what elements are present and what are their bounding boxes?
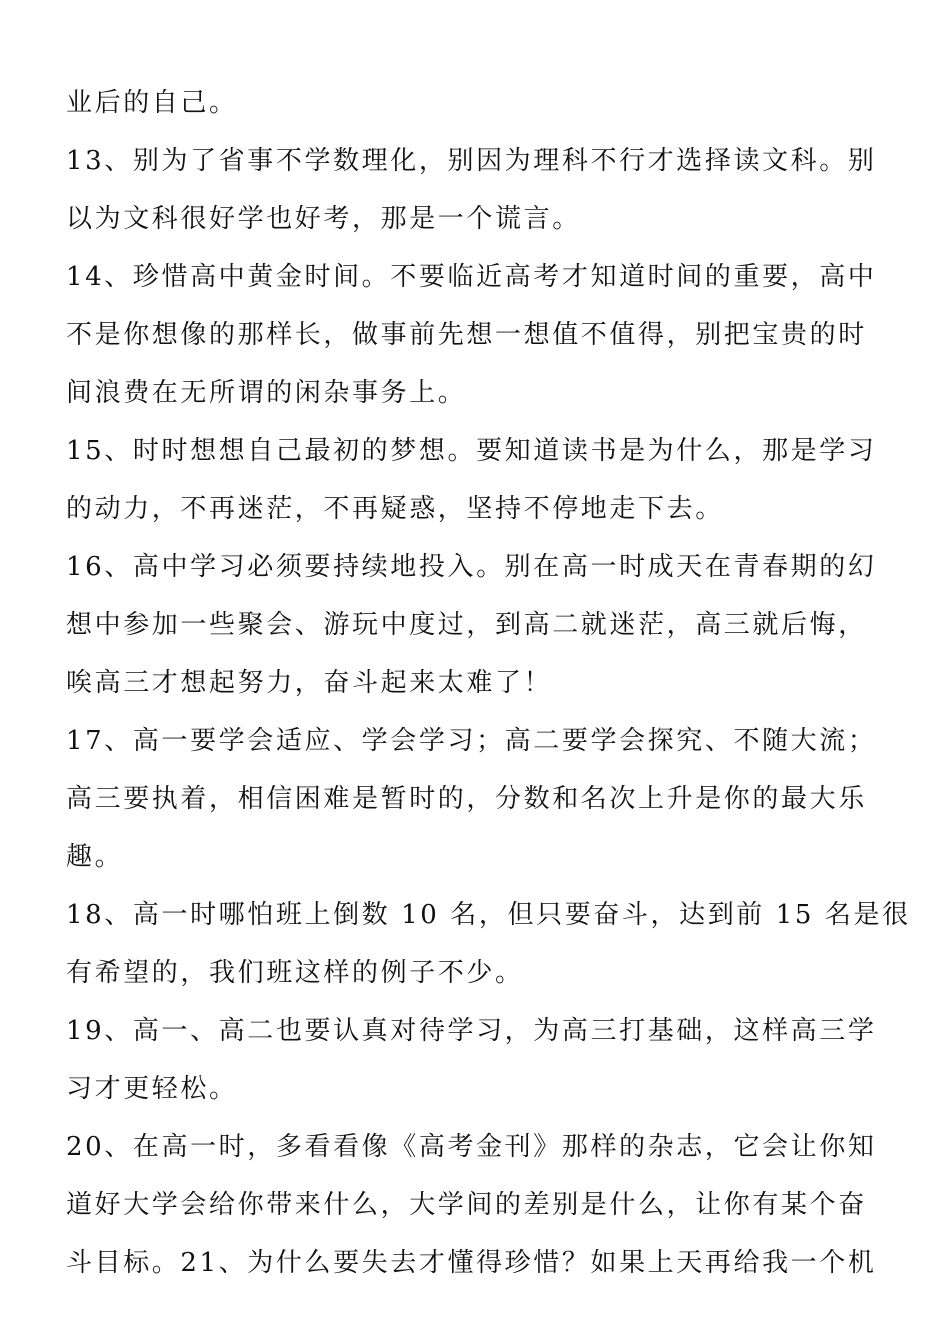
text-line: 以为文科很好学也好考，那是一个谎言。 <box>66 204 581 234</box>
text-line: 不是你想像的那样长，做事前先想一想值不值得，别把宝贵的时 <box>66 320 867 350</box>
text-line: 19、高一、高二也要认真对待学习，为高三打基础，这样高三学 <box>66 1016 877 1046</box>
text-line: 的动力，不再迷茫，不再疑惑，坚持不停地走下去。 <box>66 494 724 524</box>
text-line: 14、珍惜高中黄金时间。不要临近高考才知道时间的重要，高中 <box>66 262 877 292</box>
text-line: 趣。 <box>66 842 124 872</box>
text-line: 想中参加一些聚会、游玩中度过，到高二就迷茫，高三就后悔， <box>66 610 867 640</box>
text-line: 间浪费在无所谓的闲杂事务上。 <box>66 378 467 408</box>
text-line: 道好大学会给你带来什么，大学间的差别是什么，让你有某个奋 <box>66 1190 867 1220</box>
document-body <box>66 74 911 1292</box>
text-line: 17、高一要学会适应、学会学习；高二要学会探究、不随大流； <box>66 726 877 756</box>
text-line: 习才更轻松。 <box>66 1074 238 1104</box>
text-line: 18、高一时哪怕班上倒数 10 名，但只要奋斗，达到前 15 名是很 <box>66 900 911 930</box>
text-line: 13、别为了省事不学数理化，别因为理科不行才选择读文科。别 <box>66 146 877 176</box>
text-line: 15、时时想想自己最初的梦想。要知道读书是为什么，那是学习 <box>66 436 877 466</box>
text-line: 业后的自己。 <box>66 88 238 118</box>
text-line: 16、高中学习必须要持续地投入。别在高一时成天在青春期的幻 <box>66 552 877 582</box>
text-line: 20、在高一时，多看看像《高考金刊》那样的杂志，它会让你知 <box>66 1132 877 1162</box>
text-line: 唉高三才想起努力，奋斗起来太难了！ <box>66 668 553 698</box>
text-line: 有希望的，我们班这样的例子不少。 <box>66 958 524 988</box>
text-line: 斗目标。21、为什么要失去才懂得珍惜？如果上天再给我一个机 <box>66 1248 877 1278</box>
text-line: 高三要执着，相信困难是暂时的，分数和名次上升是你的最大乐 <box>66 784 867 814</box>
